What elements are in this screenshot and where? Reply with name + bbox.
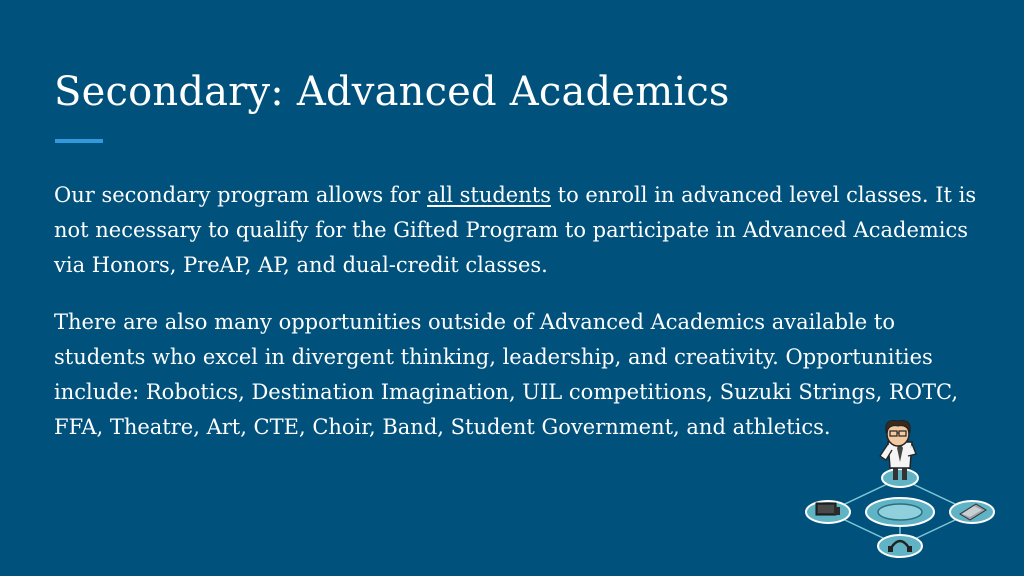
computer-icon [806,501,850,523]
paragraph1-rest: to enroll in advanced level classes. It is not necessary to qualify for the Gifted Program to participate in Advanced Academics via Honors, PreAP, AP, and dual-credit classes. [54,183,977,277]
network-illustration [800,420,1000,576]
headset-icon [878,535,922,557]
slide-title: Secondary: Advanced Academics [54,69,730,115]
paragraph-opportunities: There are also many opportunities outside of Advanced Academics available to students who excel in divergent thinking, leadership, and creativity. Opportunities include: Robotics, Destination Imagination, UIL competitions, Suzuki Strings, ROTC, FFA, Theatre, Art, CTE, Choir, Band, Student Government, and athletics. [54,310,959,439]
all-students-link[interactable]: all students [427,183,551,207]
paragraph-advanced-academics [54,178,984,283]
title-accent-bar [55,139,103,143]
laptop-icon [950,501,994,523]
top-node-icon [882,469,918,487]
paragraph1-lead: Our secondary program allows for [54,183,427,207]
center-platform-icon [866,498,934,526]
